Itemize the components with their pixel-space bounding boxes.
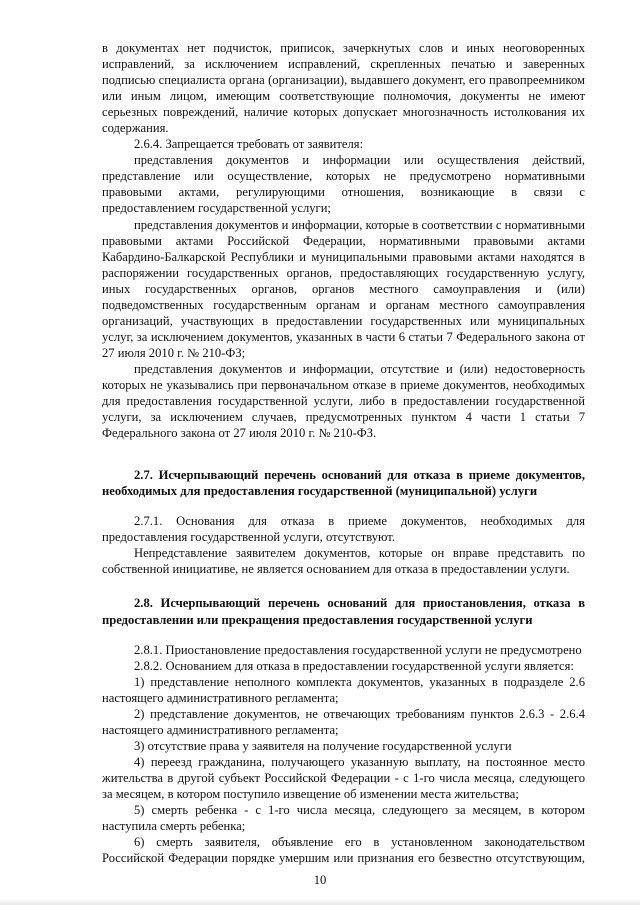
page-body [102, 40, 585, 866]
list-item-refusal-5: 5) смерть ребенка - с 1-го числа месяца, следующего за месяцем, в котором наступила смерть ребенка; [102, 803, 585, 834]
section-heading-2-7: 2.7. Исчерпывающий перечень оснований для отказа в приеме документов, необходимых для предоставления государственной (муниципальной) услуги [102, 468, 585, 499]
paragraph-prohibition-2: представления документов и информации, которые в соответствии с нормативными правовыми актами Российской Федерации, нормативными правовыми актами Кабардино-Балкарской Республики и муниципальными правовыми актами находятся в распоряжении государственных органов, предоставляющих государственную услугу, иных государственных органов, органов местного самоуправления и (или) подведомственных государственным органам и органам местного самоуправления организаций, участвующих в предоставлении государственных или муниципальных услуг, за исключением документов, указанных в части 6 статьи 7 Федерального закона от 27 июля 2010 г. № 210-ФЗ; [102, 217, 585, 360]
list-item-refusal-1: 1) представление неполного комплекта документов, указанных в подразделе 2.6 настоящего административного регламента; [102, 674, 585, 705]
paragraph-prohibition-1: представления документов и информации или осуществления действий, представление или осуществление, которых не предусмотрено нормативными правовыми актами, регулирующими отношения, возникающие в связи с предоставлением государственной услуги; [102, 153, 585, 216]
paragraph-2-8-1: 2.8.1. Приостановление предоставления государственной услуги не предусмотрено [134, 642, 582, 657]
section-heading-2-8: 2.8. Исчерпывающий перечень оснований для приостановления, отказа в предоставлении или прекращения предоставления государственной услуги [102, 596, 585, 627]
list-item-refusal-4: 4) переезд гражданина, получающего указанную выплату, на постоянное место жительства в другой субъект Российской Федерации - с 1-го числа месяца, следующего за месяцем, в котором поступило извещение об изменении места жительства; [102, 754, 585, 801]
list-item-refusal-6: 6) смерть заявителя, объявление его в установленном законодательством Российской Федерации порядке умершим или признания его безвестно отсутствующим, [102, 835, 585, 866]
section-gap [102, 577, 585, 595]
paragraph-2-6-4: 2.6.4. Запрещается требовать от заявителя: [134, 137, 364, 152]
paragraph-2-7-1: 2.7.1. Основания для отказа в приеме документов, необходимых для предоставления государственной услуги, отсутствуют. [102, 514, 585, 545]
section-gap [102, 628, 585, 642]
section-gap [102, 441, 585, 467]
paragraph-non-submission: Непредставление заявителем документов, которые он вправе представить по собственной инициативе, не является основанием для отказа в предоставлении услуги. [102, 546, 585, 577]
scan-edge-shadow [0, 898, 640, 905]
paragraph-prohibition-3: представления документов и информации, отсутствие и (или) недостоверность которых не указывались при первоначальном отказе в приеме документов, необходимых для предоставления государственной услуги, либо в предоставлении государственной услуги, за исключением случаев, предусмотренных пунктом 4 части 1 статьи 7 Федерального закона от 27 июля 2010 г. № 210-ФЗ. [102, 361, 585, 441]
paragraph-2-8-2: 2.8.2. Основанием для отказа в предоставлении государственной услуги является: [134, 658, 574, 673]
list-item-refusal-2: 2) представление документов, не отвечающих требованиям пунктов 2.6.3 - 2.6.4 настоящего административного регламента; [102, 706, 585, 737]
page-number: 10 [313, 873, 327, 887]
section-gap [102, 499, 585, 513]
list-item-refusal-3: 3) отсутствие права у заявителя на получение государственной услуги [134, 738, 512, 753]
paragraph-document-conditions: в документах нет подчисток, приписок, зачеркнутых слов и иных неоговоренных исправлений, за исключением исправлений, скрепленных печатью и заверенных подписью специалиста органа (организации), выдавшего документ, его правопреемником или иным лицом, имеющим соответствующие полномочия, документы не имеют серьезных повреждений, наличие которых допускает многозначность истолкования их содержания. [102, 41, 585, 136]
